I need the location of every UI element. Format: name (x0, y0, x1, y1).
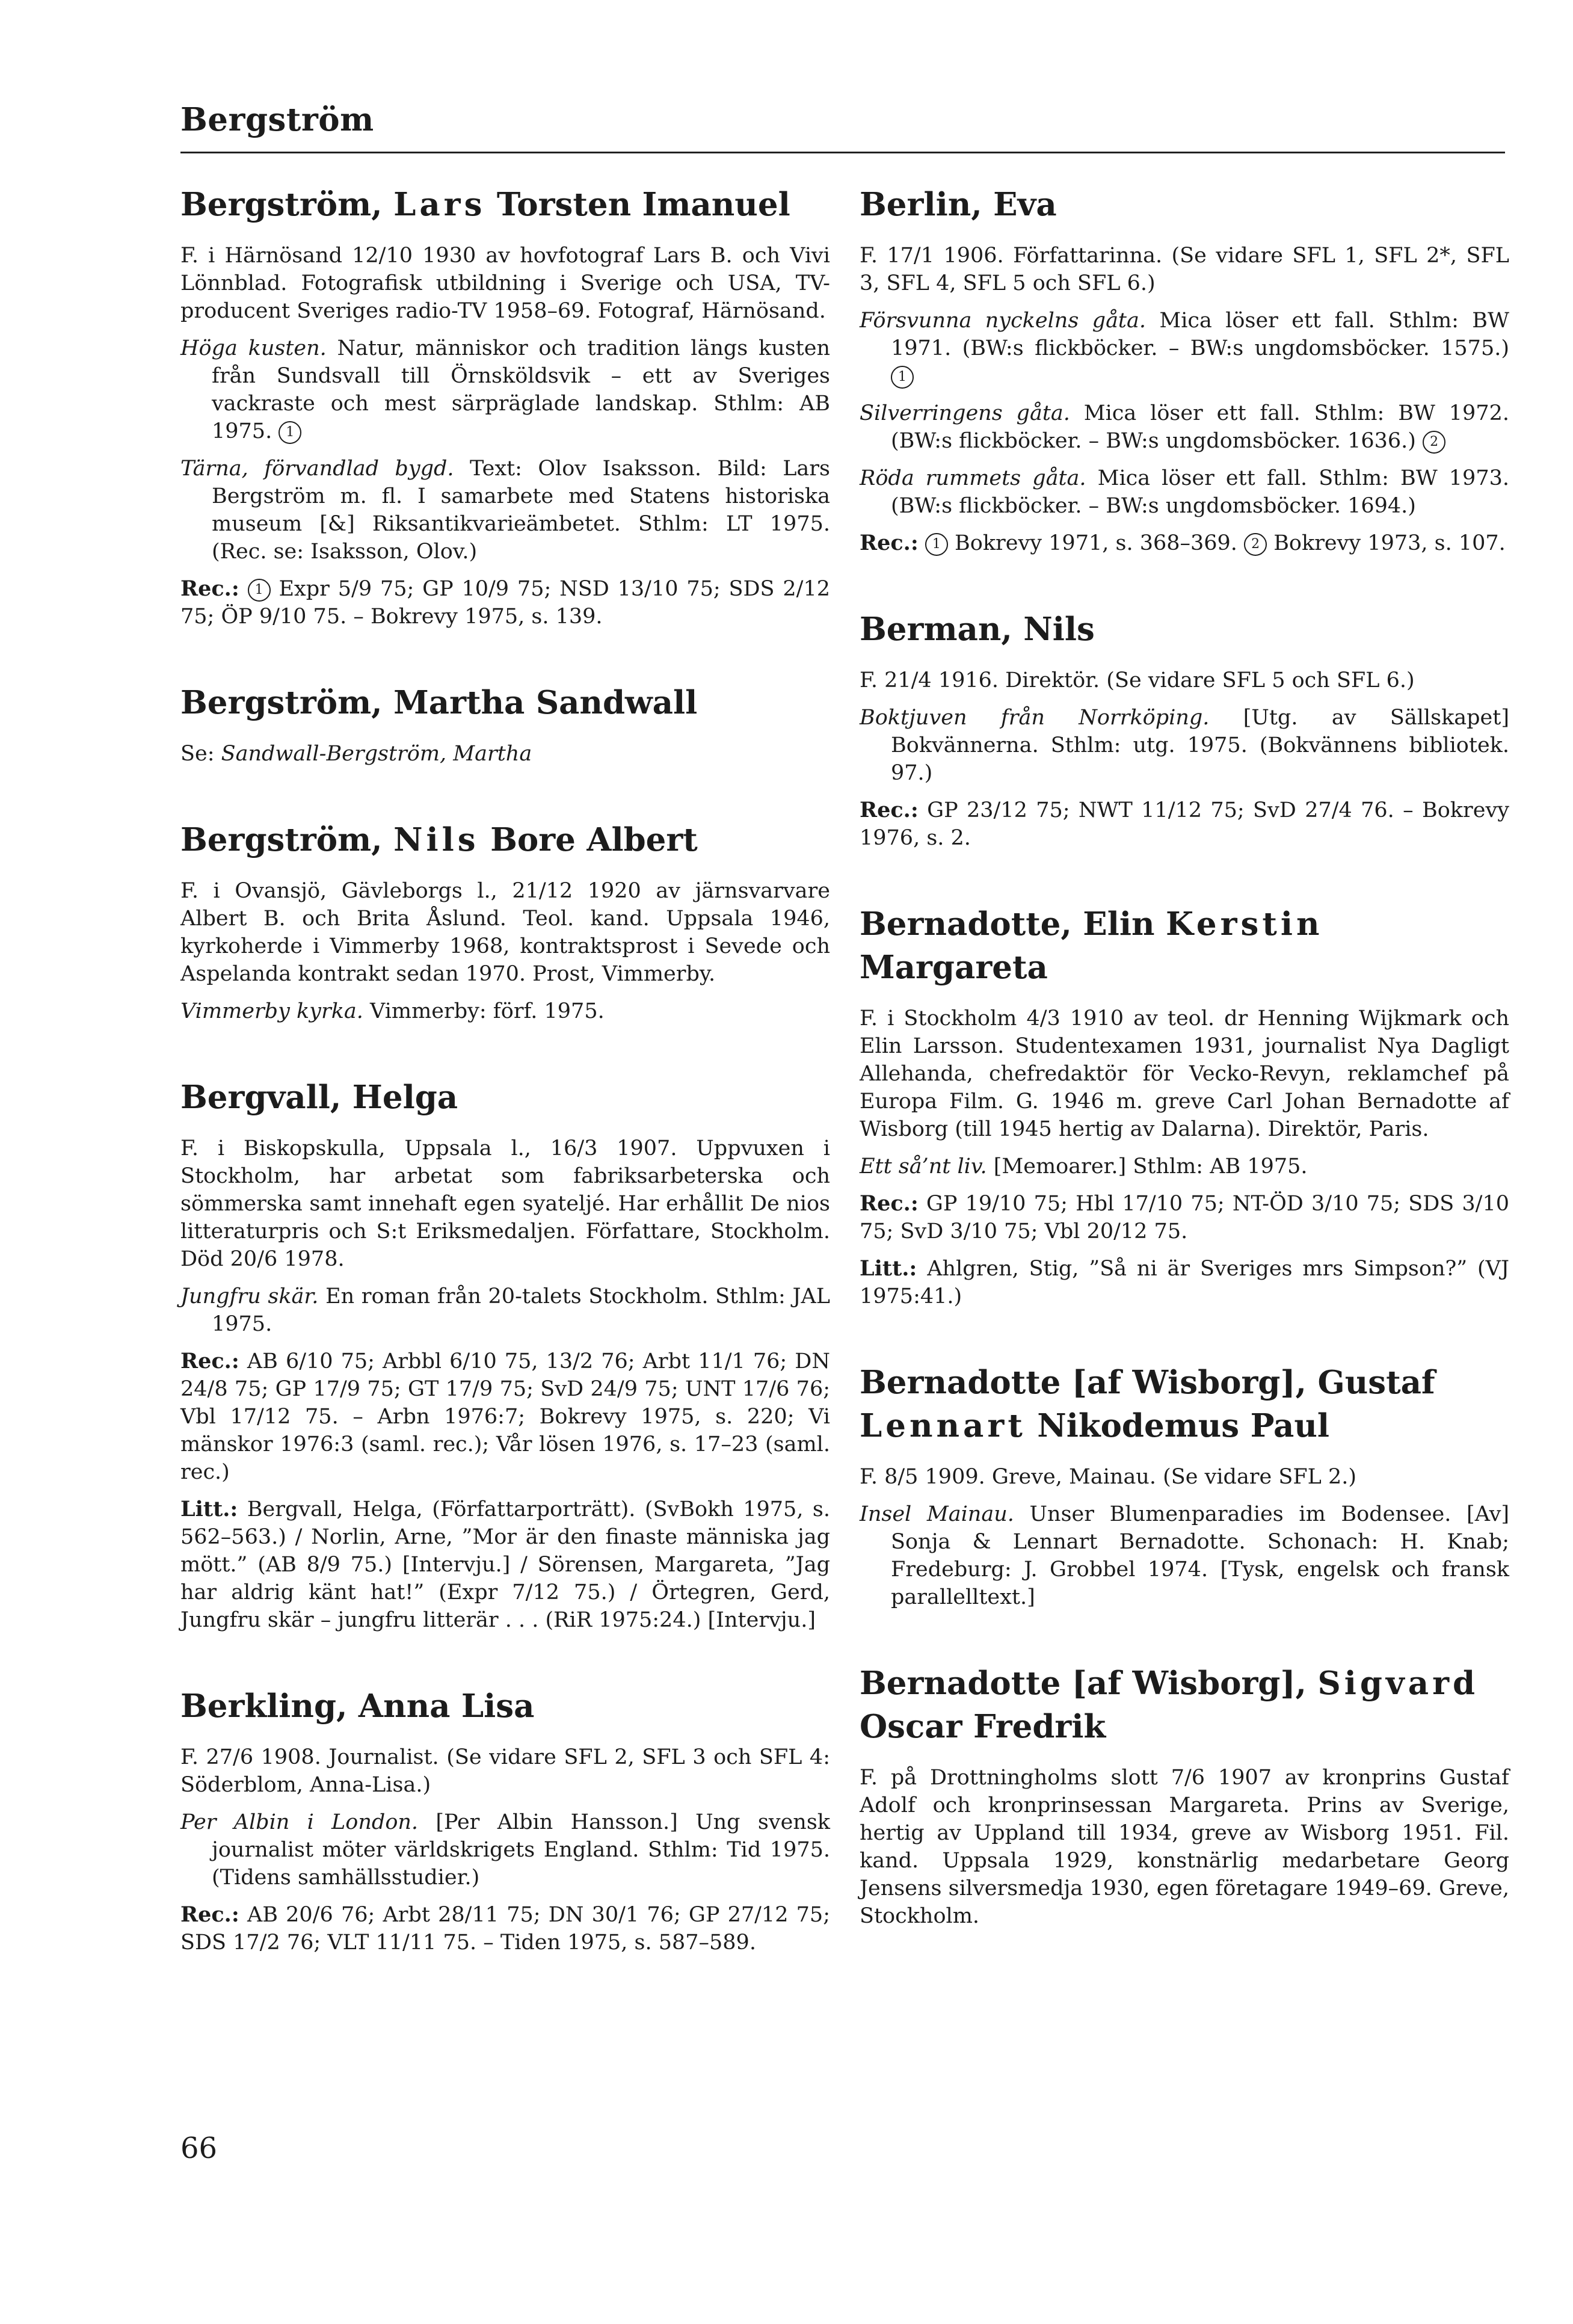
work-listing: Höga kusten. Natur, människor och tradition längs kusten från Sundsvall till Örnsköldsvik – ett av Sveriges vackraste och mest särpräglade landskap. Sthlm: AB 1975. 1 (180, 336, 831, 443)
running-head: Bergström (180, 101, 374, 138)
work-listing: Insel Mainau. Unser Blumenparadies im Bodensee. [Av] Sonja & Lennart Bernadotte. Schonach: H. Knab; Fredeburg: J. Grobbel 1974. [Tysk, engelsk och fransk parallelltext.] (860, 1502, 1509, 1609)
entry-berlin-eva (860, 183, 1509, 557)
literature-line: Litt.: Ahlgren, Stig, ”Så ni är Sveriges mrs Simpson?” (VJ 1975:41.) (860, 1256, 1509, 1308)
reviews-line: Rec.: 1 Expr 5/9 75; GP 10/9 75; NSD 13/10 75; SDS 2/12 75; ÖP 9/10 75. – Bokrevy 1975, s. 139. (180, 576, 830, 629)
entry-bernadotte-sigvard (860, 1662, 1509, 1930)
entry-bio: F. 8/5 1909. Greve, Mainau. (Se vidare SFL 2.) (860, 1465, 1357, 1489)
work-title: Tärna, förvandlad bygd. (180, 457, 454, 481)
entry-heading: Berlin, Eva (860, 186, 1057, 223)
work-title: Höga kusten. (180, 336, 327, 360)
right-column (860, 183, 1509, 1980)
work-title: Försvunna nyckelns gåta. (860, 309, 1146, 333)
entry-heading: Berman, Nils (860, 611, 1095, 648)
entry-heading: Bernadotte [af Wisborg], Sigvard Oscar Fredrik (860, 1665, 1479, 1745)
header-rule (180, 152, 1505, 153)
work-title: Jungfru skär. (180, 1284, 319, 1308)
entry-bio: F. i Biskopskulla, Uppsala l., 16/3 1907. Uppvuxen i Stockholm, har arbetat som fabriksarbeterska och sömmerska samt innehaft egen syatelјé. Har erhållit De nios litteraturpris och S:t Eriksmedaljen. Författare, Stockholm. Död 20/6 1978. (180, 1136, 830, 1271)
entry-heading: Bergvall, Helga (180, 1079, 458, 1116)
entry-heading: Bergström, Martha Sandwall (180, 684, 698, 721)
entry-bergvall-helga (180, 1076, 830, 1634)
circled-number-marker: 2 (1423, 431, 1445, 454)
entry-bio: F. i Härnösand 12/10 1930 av hovfotograf Lars B. och Vivi Lönnblad. Fotografisk utbildning i Sverige och USA, TV-producent Sveriges radio-TV 1958–69. Fotograf, Härnösand. (180, 244, 830, 323)
left-column (180, 183, 830, 2007)
work-title: Per Albin i London. (180, 1810, 419, 1834)
work-listing: Vimmerby kyrka. Vimmerby: förf. 1975. (180, 999, 605, 1023)
entry-bernadotte-elin (860, 902, 1509, 1310)
entry-heading: Bergström, Lars Torsten Imanuel (180, 186, 790, 223)
entry-bergstrom-martha (180, 681, 830, 768)
circled-number-marker: 2 (1244, 533, 1267, 556)
page-number: 66 (180, 2131, 218, 2165)
circled-number-marker: 1 (925, 533, 948, 556)
reviews-line: Rec.: AB 6/10 75; Arbbl 6/10 75, 13/2 76; Arbt 11/1 76; DN 24/8 75; GP 17/9 75; GT 17/9 75; SvD 24/9 75; UNT 17/6 76; Vbl 17/12 75. – Arbn 1976:7; Bokrevy 1975, s. 220; Vi mänskor 1976:3 (saml. rec.); Vår lösen 1976, s. 17–23 (saml. rec.) (180, 1349, 830, 1484)
work-title: Insel Mainau. (860, 1502, 1014, 1526)
work-listing: Jungfru skär. En roman från 20-talets Stockholm. Sthlm: JAL 1975. (180, 1284, 831, 1336)
work-title: Silverringens gåta. (860, 401, 1070, 425)
work-listing: Röda rummets gåta. Mica löser ett fall. Sthlm: BW 1973. (BW:s flickböcker. – BW:s ungdomsböcker. 1694.) (860, 466, 1509, 518)
circled-number-marker: 1 (279, 421, 301, 444)
cross-reference: Se: Sandwall-Bergström, Martha (180, 742, 532, 766)
work-listing: Tärna, förvandlad bygd. Text: Olov Isaksson. Bild: Lars Bergström m. fl. I samarbete med Statens historiska museum [&] Riksantikvarieämbetet. Sthlm: LT 1975. (Rec. se: Isaksson, Olov.) (180, 457, 830, 564)
work-title: Röda rummets gåta. (860, 466, 1086, 490)
entry-bio: F. i Stockholm 4/3 1910 av teol. dr Henning Wijkmark och Elin Larsson. Studentexamen 1931, journalist Nya Dagligt Allehanda, chefredaktör för Vecko-Revyn, reklamchef på Europa Film. G. 1946 m. greve Carl Johan Bernadotte af Wisborg (till 1945 hertig av Dalarna). Direktör, Paris. (860, 1006, 1509, 1141)
entry-berman-nils (860, 608, 1509, 852)
reviews-line: Rec.: GP 23/12 75; NWT 11/12 75; SvD 27/4 76. – Bokrevy 1976, s. 2. (860, 798, 1509, 850)
reviews-line: Rec.: GP 19/10 75; Hbl 17/10 75; NT-ÖD 3/10 75; SDS 3/10 75; SvD 3/10 75; Vbl 20/12 75. (860, 1191, 1509, 1244)
work-title: Ett så’nt liv. (860, 1154, 987, 1179)
entry-heading: Berkling, Anna Lisa (180, 1688, 535, 1725)
work-title: Vimmerby kyrka. (180, 999, 363, 1023)
work-listing: Försvunna nyckelns gåta. Mica löser ett fall. Sthlm: BW 1971. (BW:s flickböcker. – BW:s ungdomsböcker. 1575.) 1 (860, 307, 1509, 390)
work-title: Boktjuven från Norrköping. (860, 706, 1210, 730)
entry-berkling-anna (180, 1684, 830, 1956)
entry-bio: F. 21/4 1916. Direktör. (Se vidare SFL 5 och SFL 6.) (860, 668, 1415, 692)
entry-bergstrom-lars (180, 183, 830, 630)
work-listing: Silverringens gåta. Mica löser ett fall. Sthlm: BW 1972. (BW:s flickböcker. – BW:s ungdomsböcker. 1636.) 2 (860, 401, 1509, 453)
entry-bergstrom-nils (180, 818, 830, 1025)
entry-heading: Bernadotte [af Wisborg], Gustaf Lennart Nikodemus Paul (860, 1364, 1435, 1444)
work-listing: Per Albin i London. [Per Albin Hansson.] Ung svensk journalist möter världskrigets England. Sthlm: Tid 1975. (Tidens samhällsstudier.) (180, 1810, 830, 1890)
work-listing: Boktjuven från Norrköping. [Utg. av Sällskapet] Bokvännerna. Sthlm: utg. 1975. (Bokvännens bibliotek. 97.) (860, 706, 1509, 785)
work-listing: Ett så’nt liv. [Memoarer.] Sthlm: AB 1975. (860, 1154, 1308, 1179)
entry-heading: Bergström, Nils Bore Albert (180, 821, 698, 858)
reviews-line: Rec.: AB 20/6 76; Arbt 28/11 75; DN 30/1 76; GP 27/12 75; SDS 17/2 76; VLT 11/11 75. – Tiden 1975, s. 587–589. (180, 1902, 830, 1955)
entry-bio: F. på Drottningholms slott 7/6 1907 av kronprins Gustaf Adolf och kronprinsessan Margareta. Prins av Sverige, hertig av Uppland till 1934, greve av Wisborg 1951. Fil. kand. Uppsala 1929, konstnärlig medarbetare Georg Jensens silversmedja 1930, egen företagare 1949–69. Greve, Stockholm. (860, 1766, 1509, 1928)
entry-bio: F. 17/1 1906. Författarinna. (Se vidare SFL 1, SFL 2*, SFL 3, SFL 4, SFL 5 och SFL 6.) (860, 244, 1509, 295)
literature-line: Litt.: Bergvall, Helga, (Författarporträtt). (SvBokh 1975, s. 562–563.) / Norlin, Arne, ”Mor är den finaste människa jag mött.” (AB 8/9 75.) [Intervju.] / Sörensen, Margareta, ”Jag har aldrig känt hat!” (Expr 7/12 75.) / Örtegren, Gerd, Jungfru skär – jungfru litterär . . . (RiR 1975:24.) [Intervju.] (180, 1497, 830, 1632)
reviews-line: Rec.: 1 Bokrevy 1971, s. 368–369. 2 Bokrevy 1973, s. 107. (860, 531, 1506, 555)
circled-number-marker: 1 (891, 366, 914, 389)
circled-number-marker: 1 (248, 579, 271, 602)
entry-bio: F. 27/6 1908. Journalist. (Se vidare SFL 2, SFL 3 och SFL 4: Söderblom, Anna-Lisa.) (180, 1745, 830, 1797)
entry-bernadotte-gustaf (860, 1361, 1509, 1611)
entry-heading: Bernadotte, Elin Kerstin Margareta (860, 905, 1323, 986)
entry-bio: F. i Ovansjö, Gävleborgs l., 21/12 1920 av järnsvarvare Albert B. och Brita Åslund. Teol. kand. Uppsala 1946, kyrkoherde i Vimmerby 1968, kontraktsprost i Sevede och Aspelanda kontrakt sedan 1970. Prost, Vimmerby. (180, 879, 830, 986)
